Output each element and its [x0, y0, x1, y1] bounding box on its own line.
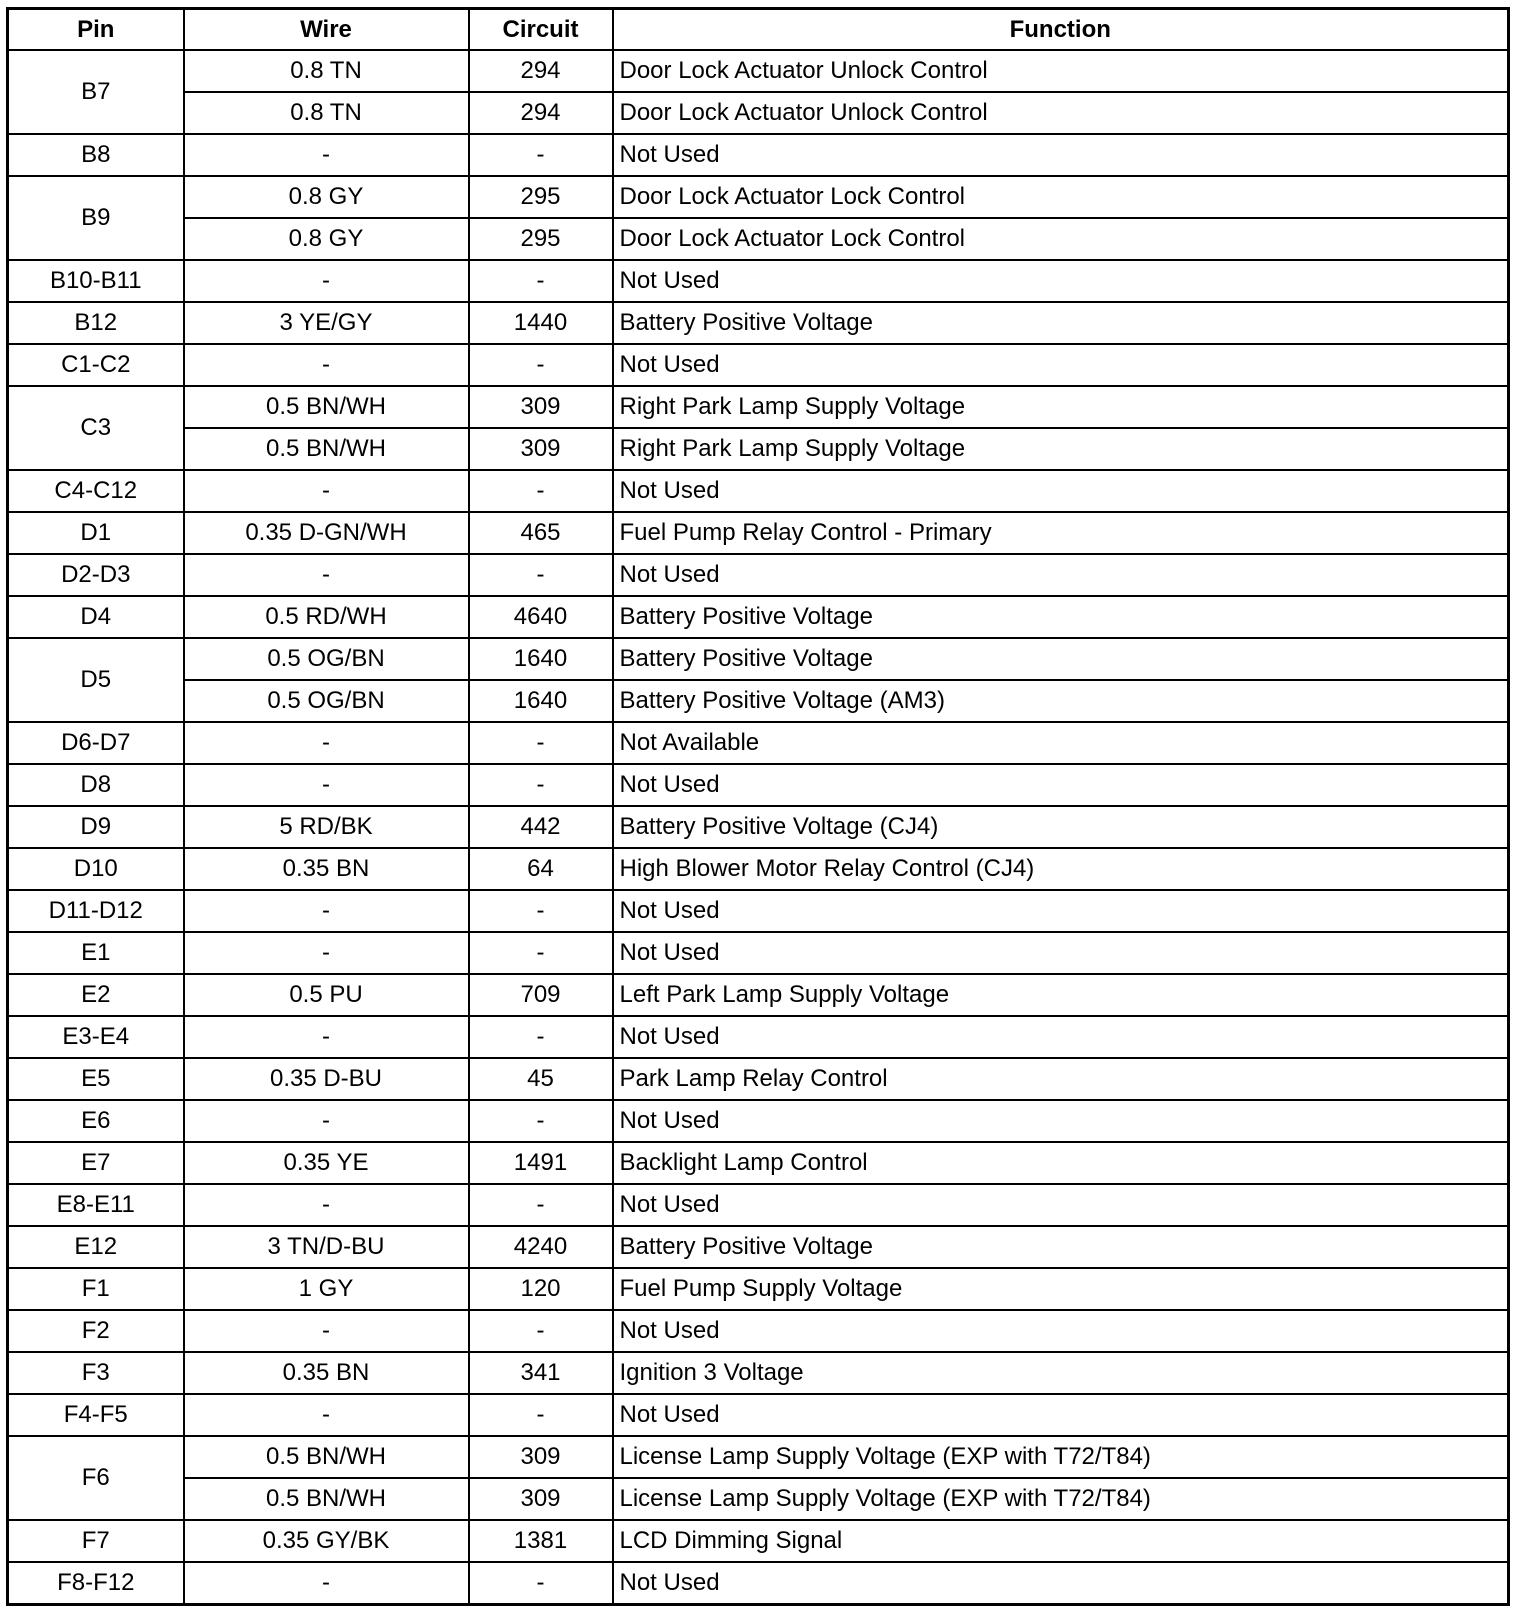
function-cell: Battery Positive Voltage	[613, 596, 1509, 638]
table-body	[8, 50, 1509, 1605]
table-row	[8, 1562, 1509, 1605]
table-row	[8, 386, 1509, 428]
circuit-cell: -	[469, 1184, 613, 1226]
wire-cell: 0.35 D-GN/WH	[184, 512, 469, 554]
function-cell: Right Park Lamp Supply Voltage	[613, 428, 1509, 470]
table-row	[8, 1100, 1509, 1142]
circuit-cell: -	[469, 722, 613, 764]
circuit-cell: -	[469, 554, 613, 596]
function-cell: Battery Positive Voltage	[613, 638, 1509, 680]
table-row	[8, 974, 1509, 1016]
function-cell: Not Used	[613, 1100, 1509, 1142]
function-cell: Not Used	[613, 134, 1509, 176]
table-row	[8, 1352, 1509, 1394]
circuit-cell: 341	[469, 1352, 613, 1394]
circuit-cell: 4240	[469, 1226, 613, 1268]
function-cell: Right Park Lamp Supply Voltage	[613, 386, 1509, 428]
circuit-cell: -	[469, 1310, 613, 1352]
function-cell: Battery Positive Voltage (AM3)	[613, 680, 1509, 722]
wire-cell: 0.35 D-BU	[184, 1058, 469, 1100]
wire-cell: 5 RD/BK	[184, 806, 469, 848]
table-row	[8, 764, 1509, 806]
pin-cell: D1	[8, 512, 184, 554]
pin-cell: E8-E11	[8, 1184, 184, 1226]
table-row	[8, 890, 1509, 932]
pin-cell: B7	[8, 50, 184, 134]
circuit-cell: 295	[469, 176, 613, 218]
wire-cell: 0.35 BN	[184, 848, 469, 890]
pin-cell: C3	[8, 386, 184, 470]
function-cell: Park Lamp Relay Control	[613, 1058, 1509, 1100]
wire-cell: -	[184, 932, 469, 974]
pin-cell: D9	[8, 806, 184, 848]
table-row	[8, 1478, 1509, 1520]
table-row	[8, 344, 1509, 386]
circuit-cell: -	[469, 260, 613, 302]
table-row	[8, 428, 1509, 470]
header-circuit: Circuit	[469, 9, 613, 51]
wire-cell: 0.5 PU	[184, 974, 469, 1016]
table-row	[8, 1016, 1509, 1058]
circuit-cell: 64	[469, 848, 613, 890]
circuit-cell: 1491	[469, 1142, 613, 1184]
pin-cell: C1-C2	[8, 344, 184, 386]
function-cell: Not Used	[613, 1310, 1509, 1352]
function-cell: Not Used	[613, 554, 1509, 596]
function-cell: Not Used	[613, 1184, 1509, 1226]
pin-cell: D6-D7	[8, 722, 184, 764]
pin-cell: F1	[8, 1268, 184, 1310]
circuit-cell: 295	[469, 218, 613, 260]
circuit-cell: 1440	[469, 302, 613, 344]
table-row	[8, 1436, 1509, 1478]
circuit-cell: 309	[469, 386, 613, 428]
table-row	[8, 512, 1509, 554]
pin-cell: D10	[8, 848, 184, 890]
table-row	[8, 470, 1509, 512]
function-cell: Backlight Lamp Control	[613, 1142, 1509, 1184]
table-row	[8, 134, 1509, 176]
pin-cell: E2	[8, 974, 184, 1016]
circuit-cell: 1381	[469, 1520, 613, 1562]
function-cell: Door Lock Actuator Lock Control	[613, 176, 1509, 218]
wire-cell: -	[184, 344, 469, 386]
pin-cell: F8-F12	[8, 1562, 184, 1605]
pin-cell: C4-C12	[8, 470, 184, 512]
circuit-cell: 465	[469, 512, 613, 554]
wire-cell: -	[184, 764, 469, 806]
pin-cell: B12	[8, 302, 184, 344]
wire-cell: -	[184, 1562, 469, 1605]
pin-cell: F3	[8, 1352, 184, 1394]
pin-cell: D11-D12	[8, 890, 184, 932]
function-cell: Battery Positive Voltage	[613, 302, 1509, 344]
wire-cell: 0.5 BN/WH	[184, 1478, 469, 1520]
wire-cell: -	[184, 1100, 469, 1142]
pin-cell: E6	[8, 1100, 184, 1142]
wire-cell: -	[184, 1394, 469, 1436]
table-row	[8, 554, 1509, 596]
wire-cell: -	[184, 1184, 469, 1226]
function-cell: Not Used	[613, 1394, 1509, 1436]
wire-cell: 0.8 GY	[184, 176, 469, 218]
table-row	[8, 848, 1509, 890]
wire-cell: -	[184, 1310, 469, 1352]
pin-cell: B9	[8, 176, 184, 260]
function-cell: Fuel Pump Supply Voltage	[613, 1268, 1509, 1310]
wire-cell: -	[184, 134, 469, 176]
circuit-cell: 1640	[469, 680, 613, 722]
circuit-cell: -	[469, 1100, 613, 1142]
function-cell: Battery Positive Voltage (CJ4)	[613, 806, 1509, 848]
pin-cell: E1	[8, 932, 184, 974]
wire-cell: -	[184, 890, 469, 932]
circuit-cell: 294	[469, 92, 613, 134]
wire-cell: 0.5 OG/BN	[184, 680, 469, 722]
circuit-cell: 4640	[469, 596, 613, 638]
pin-cell: E3-E4	[8, 1016, 184, 1058]
circuit-cell: 45	[469, 1058, 613, 1100]
pin-cell: D4	[8, 596, 184, 638]
circuit-cell: -	[469, 1562, 613, 1605]
header-row	[8, 9, 1509, 51]
function-cell: Not Used	[613, 1562, 1509, 1605]
wire-cell: 0.35 YE	[184, 1142, 469, 1184]
pin-cell: E5	[8, 1058, 184, 1100]
wire-cell: 0.35 GY/BK	[184, 1520, 469, 1562]
pin-cell: D2-D3	[8, 554, 184, 596]
wire-cell: 0.5 BN/WH	[184, 1436, 469, 1478]
wire-cell: -	[184, 260, 469, 302]
circuit-cell: 442	[469, 806, 613, 848]
table-row	[8, 1310, 1509, 1352]
pin-cell: F6	[8, 1436, 184, 1520]
table-row	[8, 1142, 1509, 1184]
circuit-cell: 309	[469, 1436, 613, 1478]
circuit-cell: 709	[469, 974, 613, 1016]
function-cell: Not Used	[613, 470, 1509, 512]
circuit-cell: 120	[469, 1268, 613, 1310]
function-cell: Door Lock Actuator Unlock Control	[613, 92, 1509, 134]
header-wire: Wire	[184, 9, 469, 51]
pin-cell: B8	[8, 134, 184, 176]
table-row	[8, 1394, 1509, 1436]
function-cell: Ignition 3 Voltage	[613, 1352, 1509, 1394]
function-cell: Not Used	[613, 932, 1509, 974]
pin-cell: F7	[8, 1520, 184, 1562]
table-row	[8, 176, 1509, 218]
table-row	[8, 680, 1509, 722]
header-function: Function	[613, 9, 1509, 51]
pin-cell: F2	[8, 1310, 184, 1352]
function-cell: High Blower Motor Relay Control (CJ4)	[613, 848, 1509, 890]
wire-cell: -	[184, 554, 469, 596]
function-cell: Not Used	[613, 1016, 1509, 1058]
table-row	[8, 50, 1509, 92]
wire-cell: 1 GY	[184, 1268, 469, 1310]
function-cell: Not Used	[613, 260, 1509, 302]
pin-cell: E12	[8, 1226, 184, 1268]
table-row	[8, 806, 1509, 848]
table-row	[8, 722, 1509, 764]
connector-pinout-table-container	[6, 7, 1510, 1606]
function-cell: License Lamp Supply Voltage (EXP with T72/T84)	[613, 1436, 1509, 1478]
function-cell: Door Lock Actuator Lock Control	[613, 218, 1509, 260]
header-pin: Pin	[8, 9, 184, 51]
pin-cell: D5	[8, 638, 184, 722]
circuit-cell: -	[469, 932, 613, 974]
function-cell: Not Used	[613, 890, 1509, 932]
table-row	[8, 596, 1509, 638]
wire-cell: -	[184, 1016, 469, 1058]
table-row	[8, 260, 1509, 302]
function-cell: Fuel Pump Relay Control - Primary	[613, 512, 1509, 554]
function-cell: Left Park Lamp Supply Voltage	[613, 974, 1509, 1016]
circuit-cell: -	[469, 890, 613, 932]
wire-cell: 0.8 TN	[184, 50, 469, 92]
wire-cell: 0.5 BN/WH	[184, 386, 469, 428]
pin-cell: E7	[8, 1142, 184, 1184]
function-cell: Battery Positive Voltage	[613, 1226, 1509, 1268]
wire-cell: 0.8 GY	[184, 218, 469, 260]
function-cell: Door Lock Actuator Unlock Control	[613, 50, 1509, 92]
function-cell: Not Used	[613, 344, 1509, 386]
table-row	[8, 1184, 1509, 1226]
table-row	[8, 302, 1509, 344]
function-cell: Not Available	[613, 722, 1509, 764]
table-row	[8, 1520, 1509, 1562]
circuit-cell: -	[469, 1394, 613, 1436]
wire-cell: 3 TN/D-BU	[184, 1226, 469, 1268]
table-row	[8, 932, 1509, 974]
table-row	[8, 1058, 1509, 1100]
circuit-cell: -	[469, 764, 613, 806]
pin-cell: F4-F5	[8, 1394, 184, 1436]
circuit-cell: -	[469, 470, 613, 512]
wire-cell: 0.5 RD/WH	[184, 596, 469, 638]
wire-cell: 0.5 BN/WH	[184, 428, 469, 470]
wire-cell: 0.5 OG/BN	[184, 638, 469, 680]
wire-cell: 0.35 BN	[184, 1352, 469, 1394]
connector-pinout-table	[6, 7, 1510, 1606]
table-row	[8, 92, 1509, 134]
wire-cell: -	[184, 470, 469, 512]
circuit-cell: 294	[469, 50, 613, 92]
circuit-cell: 309	[469, 1478, 613, 1520]
circuit-cell: -	[469, 1016, 613, 1058]
pin-cell: B10-B11	[8, 260, 184, 302]
function-cell: License Lamp Supply Voltage (EXP with T72/T84)	[613, 1478, 1509, 1520]
pin-cell: D8	[8, 764, 184, 806]
function-cell: Not Used	[613, 764, 1509, 806]
table-row	[8, 1268, 1509, 1310]
function-cell: LCD Dimming Signal	[613, 1520, 1509, 1562]
circuit-cell: -	[469, 134, 613, 176]
circuit-cell: 309	[469, 428, 613, 470]
wire-cell: 0.8 TN	[184, 92, 469, 134]
wire-cell: -	[184, 722, 469, 764]
circuit-cell: -	[469, 344, 613, 386]
wire-cell: 3 YE/GY	[184, 302, 469, 344]
table-row	[8, 1226, 1509, 1268]
circuit-cell: 1640	[469, 638, 613, 680]
table-row	[8, 638, 1509, 680]
table-row	[8, 218, 1509, 260]
